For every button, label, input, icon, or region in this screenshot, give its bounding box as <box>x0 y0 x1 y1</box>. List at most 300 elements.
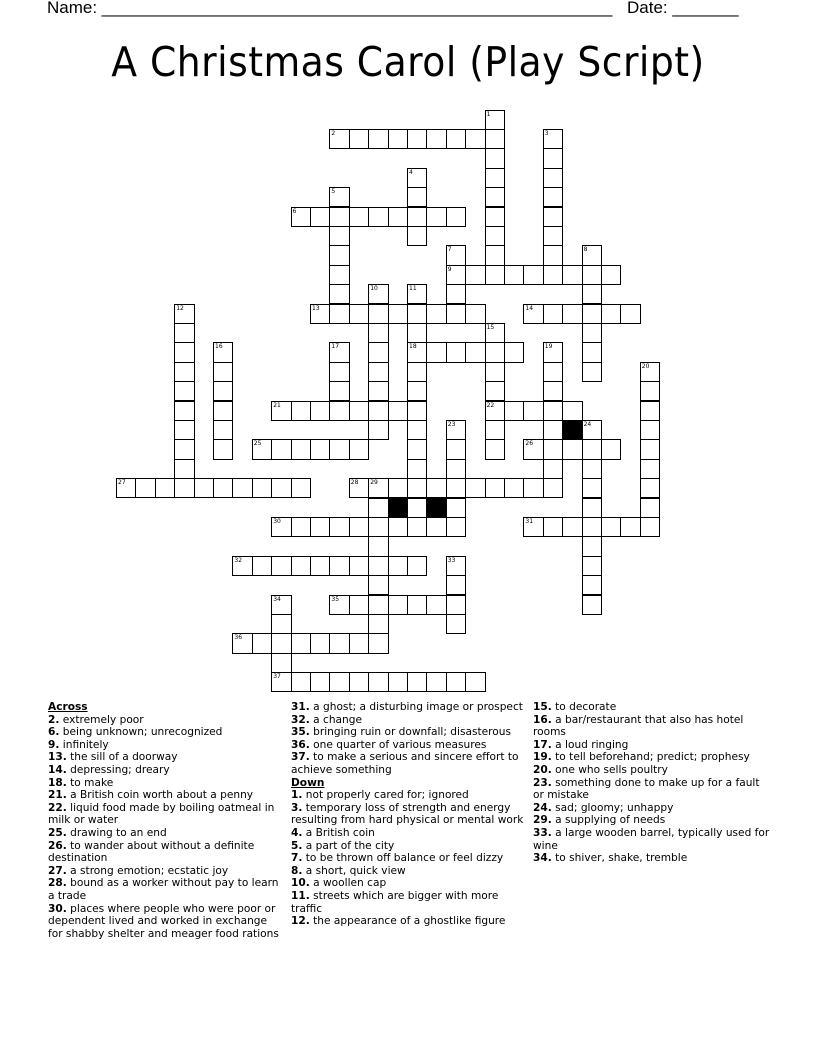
grid-cell[interactable] <box>329 187 349 207</box>
grid-cell[interactable] <box>329 556 349 576</box>
grid-cell[interactable] <box>349 595 369 615</box>
grid-cell[interactable] <box>543 187 563 207</box>
grid-cell[interactable] <box>310 401 330 421</box>
grid-cell[interactable] <box>368 478 388 498</box>
page-title: A Christmas Carol (Play Script) <box>111 38 705 86</box>
grid-cell[interactable] <box>582 245 602 265</box>
grid-cell[interactable] <box>388 595 408 615</box>
grid-cell[interactable] <box>368 284 388 304</box>
clue-number: 15 <box>486 323 495 331</box>
grid-cell[interactable] <box>329 129 349 149</box>
clue-number: 23 <box>447 420 456 428</box>
grid-cell[interactable] <box>446 556 466 576</box>
clue-number: 24 <box>583 420 592 428</box>
grid-cell[interactable] <box>465 342 485 362</box>
grid-cell[interactable] <box>543 342 563 362</box>
grid-cell[interactable] <box>465 265 485 285</box>
grid-cell[interactable] <box>368 362 388 382</box>
grid-cell[interactable] <box>349 633 369 653</box>
grid-cell[interactable] <box>271 556 291 576</box>
grid-cell[interactable] <box>368 304 388 324</box>
grid-cell[interactable] <box>271 672 291 692</box>
grid-cell[interactable] <box>446 245 466 265</box>
grid-cell[interactable] <box>485 478 505 498</box>
grid-cell[interactable] <box>407 207 427 227</box>
clue-number: 16 <box>215 343 223 351</box>
grid-cell[interactable] <box>232 556 252 576</box>
grid-cell[interactable] <box>407 187 427 207</box>
date-field-label: Date: _______ <box>627 0 739 17</box>
clue-number: 36 <box>234 634 243 642</box>
grid-cell[interactable] <box>485 207 505 227</box>
clue-number: 22 <box>486 401 495 409</box>
grid-cell[interactable] <box>116 478 136 498</box>
grid-cell[interactable] <box>368 381 388 401</box>
grid-cell[interactable] <box>329 381 349 401</box>
grid-black-cell <box>426 498 446 518</box>
grid-cell[interactable] <box>329 304 349 324</box>
clue-down-7: 7. to be thrown off balance or feel dizzy <box>291 852 504 865</box>
grid-cell[interactable] <box>582 459 602 479</box>
grid-cell[interactable] <box>640 459 660 479</box>
grid-cell[interactable] <box>562 439 582 459</box>
grid-cell[interactable] <box>407 362 427 382</box>
grid-cell[interactable] <box>407 459 427 479</box>
grid-cell[interactable] <box>543 401 563 421</box>
grid-cell[interactable] <box>271 478 291 498</box>
grid-cell[interactable] <box>582 362 602 382</box>
grid-cell[interactable] <box>543 207 563 227</box>
grid-cell[interactable] <box>446 129 466 149</box>
grid-cell[interactable] <box>407 595 427 615</box>
grid-cell[interactable] <box>543 265 563 285</box>
grid-cell[interactable] <box>446 595 466 615</box>
grid-cell[interactable] <box>582 439 602 459</box>
grid-cell[interactable] <box>407 129 427 149</box>
grid-cell[interactable] <box>485 420 505 440</box>
grid-cell[interactable] <box>368 323 388 343</box>
grid-cell[interactable] <box>252 556 272 576</box>
grid-cell[interactable] <box>562 517 582 537</box>
grid-cell[interactable] <box>349 401 369 421</box>
grid-cell[interactable] <box>368 401 388 421</box>
grid-cell[interactable] <box>446 265 466 285</box>
clue-number: 33 <box>447 556 456 564</box>
grid-cell[interactable] <box>543 459 563 479</box>
grid-cell[interactable] <box>349 672 369 692</box>
grid-cell[interactable] <box>368 517 388 537</box>
grid-cell[interactable] <box>485 226 505 246</box>
grid-cell[interactable] <box>329 207 349 227</box>
grid-cell[interactable] <box>620 517 640 537</box>
grid-cell[interactable] <box>329 672 349 692</box>
grid-cell[interactable] <box>485 381 505 401</box>
clue-across-31: 31. a ghost; a disturbing image or prospect <box>291 701 523 713</box>
grid-cell[interactable] <box>329 284 349 304</box>
grid-cell[interactable] <box>271 517 291 537</box>
grid-cell[interactable] <box>407 342 427 362</box>
clue-number: 31 <box>525 517 534 525</box>
grid-cell[interactable] <box>582 323 602 343</box>
grid-cell[interactable] <box>504 401 524 421</box>
grid-cell[interactable] <box>135 478 155 498</box>
grid-cell[interactable] <box>426 342 446 362</box>
grid-cell[interactable] <box>407 284 427 304</box>
grid-cell[interactable] <box>388 401 408 421</box>
grid-cell[interactable] <box>388 517 408 537</box>
clues-column-left <box>48 701 283 940</box>
grid-cell[interactable] <box>426 478 446 498</box>
grid-cell[interactable] <box>407 420 427 440</box>
grid-cell[interactable] <box>543 226 563 246</box>
grid-cell[interactable] <box>407 304 427 324</box>
clue-down-24: 24. sad; gloomy; unhappy <box>533 801 674 814</box>
grid-cell[interactable] <box>291 207 311 227</box>
grid-cell[interactable] <box>640 362 660 382</box>
clue-down-19: 19. to tell beforehand; predict; prophesy <box>533 751 750 764</box>
grid-cell[interactable] <box>368 129 388 149</box>
grid-cell[interactable] <box>329 401 349 421</box>
grid-cell[interactable] <box>213 478 233 498</box>
clue-down-23: 23. something done to make up for a fault or mistake <box>533 776 760 802</box>
grid-cell[interactable] <box>601 265 621 285</box>
grid-cell[interactable] <box>465 129 485 149</box>
grid-cell[interactable] <box>485 323 505 343</box>
grid-cell[interactable] <box>388 556 408 576</box>
grid-cell[interactable] <box>465 304 485 324</box>
grid-cell[interactable] <box>232 478 252 498</box>
grid-cell[interactable] <box>426 672 446 692</box>
grid-cell[interactable] <box>582 595 602 615</box>
grid-cell[interactable] <box>213 420 233 440</box>
grid-cell[interactable] <box>640 401 660 421</box>
grid-cell[interactable] <box>329 362 349 382</box>
grid-cell[interactable] <box>388 304 408 324</box>
grid-cell[interactable] <box>213 342 233 362</box>
grid-cell[interactable] <box>368 536 388 556</box>
grid-cell[interactable] <box>582 420 602 440</box>
grid-cell[interactable] <box>407 226 427 246</box>
clue-across-18: 18. to make <box>48 776 114 789</box>
grid-cell[interactable] <box>329 633 349 653</box>
grid-cell[interactable] <box>446 459 466 479</box>
grid-cell[interactable] <box>174 459 194 479</box>
grid-cell[interactable] <box>407 672 427 692</box>
clue-number: 19 <box>544 343 553 351</box>
grid-cell[interactable] <box>174 304 194 324</box>
grid-cell[interactable] <box>582 265 602 285</box>
grid-cell[interactable] <box>446 575 466 595</box>
grid-cell[interactable] <box>543 168 563 188</box>
grid-cell[interactable] <box>271 633 291 653</box>
grid-cell[interactable] <box>426 304 446 324</box>
grid-cell[interactable] <box>543 420 563 440</box>
clue-number: 6 <box>292 207 297 215</box>
grid-cell[interactable] <box>291 633 311 653</box>
grid-cell[interactable] <box>640 420 660 440</box>
grid-cell[interactable] <box>543 304 563 324</box>
grid-cell[interactable] <box>368 575 388 595</box>
grid-cell[interactable] <box>388 478 408 498</box>
grid-cell[interactable] <box>407 168 427 188</box>
grid-cell[interactable] <box>213 381 233 401</box>
grid-cell[interactable] <box>368 672 388 692</box>
grid-cell[interactable] <box>504 265 524 285</box>
grid-cell[interactable] <box>310 672 330 692</box>
grid-cell[interactable] <box>232 633 252 653</box>
grid-cell[interactable] <box>310 304 330 324</box>
grid-cell[interactable] <box>252 633 272 653</box>
grid-cell[interactable] <box>252 478 272 498</box>
grid-cell[interactable] <box>407 439 427 459</box>
clue-across-30: 30. places where people who were poor or dependent lived and worked in exchange for shabby shelter and meager food rations <box>48 902 279 940</box>
grid-cell[interactable] <box>368 207 388 227</box>
grid-cell[interactable] <box>485 168 505 188</box>
grid-cell[interactable] <box>582 517 602 537</box>
clue-down-3: 3. temporary loss of strength and energy resulting from hard physical or mental work <box>291 801 524 827</box>
grid-cell[interactable] <box>310 207 330 227</box>
grid-cell[interactable] <box>291 517 311 537</box>
clue-down-16: 16. a bar/restaurant that also has hotel rooms <box>533 713 744 739</box>
clue-number: 10 <box>370 285 378 293</box>
grid-cell[interactable] <box>368 498 388 518</box>
grid-cell[interactable] <box>543 245 563 265</box>
clue-number: 4 <box>409 168 413 176</box>
grid-cell[interactable] <box>194 478 214 498</box>
grid-cell[interactable] <box>349 207 369 227</box>
clue-down-8: 8. a short, quick view <box>291 864 406 877</box>
grid-cell[interactable] <box>485 265 505 285</box>
clue-number: 29 <box>370 479 378 487</box>
grid-cell[interactable] <box>291 439 311 459</box>
grid-cell[interactable] <box>213 362 233 382</box>
grid-cell[interactable] <box>291 556 311 576</box>
grid-cell[interactable] <box>252 439 272 459</box>
grid-cell[interactable] <box>407 381 427 401</box>
clue-across-13: 13. the sill of a doorway <box>48 751 178 764</box>
grid-cell[interactable] <box>407 323 427 343</box>
grid-cell[interactable] <box>349 517 369 537</box>
grid-cell[interactable] <box>485 362 505 382</box>
grid-cell[interactable] <box>582 575 602 595</box>
grid-cell[interactable] <box>465 672 485 692</box>
grid-cell[interactable] <box>601 517 621 537</box>
grid-cell[interactable] <box>388 207 408 227</box>
clue-number: 18 <box>409 343 417 351</box>
grid-cell[interactable] <box>582 498 602 518</box>
grid-cell[interactable] <box>485 245 505 265</box>
clue-down-5: 5. a part of the city <box>291 839 395 852</box>
grid-cell[interactable] <box>582 342 602 362</box>
clue-across-2: 2. extremely poor <box>48 713 144 726</box>
grid-cell[interactable] <box>562 304 582 324</box>
grid-cell[interactable] <box>349 439 369 459</box>
grid-cell[interactable] <box>523 304 543 324</box>
clue-down-10: 10. a woollen cap <box>291 877 387 890</box>
grid-cell[interactable] <box>174 323 194 343</box>
grid-cell[interactable] <box>620 304 640 324</box>
grid-cell[interactable] <box>174 401 194 421</box>
clue-across-25: 25. drawing to an end <box>48 826 167 839</box>
grid-cell[interactable] <box>562 265 582 285</box>
grid-cell[interactable] <box>446 517 466 537</box>
grid-cell[interactable] <box>485 129 505 149</box>
clue-number: 34 <box>273 595 281 603</box>
grid-cell[interactable] <box>543 381 563 401</box>
grid-cell[interactable] <box>174 420 194 440</box>
grid-cell[interactable] <box>523 478 543 498</box>
grid-cell[interactable] <box>407 401 427 421</box>
grid-cell[interactable] <box>368 342 388 362</box>
clue-down-4: 4. a British coin <box>291 826 375 839</box>
grid-cell[interactable] <box>640 381 660 401</box>
grid-cell[interactable] <box>543 129 563 149</box>
grid-cell[interactable] <box>155 478 175 498</box>
grid-cell[interactable] <box>271 653 291 673</box>
grid-cell[interactable] <box>640 517 660 537</box>
grid-cell[interactable] <box>407 478 427 498</box>
grid-cell[interactable] <box>640 478 660 498</box>
clue-number: 9 <box>447 265 452 273</box>
grid-cell[interactable] <box>446 207 466 227</box>
grid-cell[interactable] <box>485 110 505 130</box>
grid-cell[interactable] <box>271 401 291 421</box>
clue-down-15: 15. to decorate <box>533 701 617 713</box>
grid-cell[interactable] <box>543 148 563 168</box>
grid-cell[interactable] <box>213 401 233 421</box>
grid-cell[interactable] <box>291 672 311 692</box>
grid-cell[interactable] <box>601 439 621 459</box>
grid-cell[interactable] <box>368 614 388 634</box>
clue-down-12: 12. the appearance of a ghostlike figure <box>291 915 506 928</box>
grid-cell[interactable] <box>426 517 446 537</box>
grid-cell[interactable] <box>368 556 388 576</box>
grid-cell[interactable] <box>582 304 602 324</box>
grid-cell[interactable] <box>174 478 194 498</box>
grid-cell[interactable] <box>271 614 291 634</box>
grid-cell[interactable] <box>543 478 563 498</box>
grid-cell[interactable] <box>446 304 466 324</box>
clue-number: 20 <box>641 362 650 370</box>
grid-cell[interactable] <box>310 556 330 576</box>
grid-cell[interactable] <box>407 498 427 518</box>
grid-cell[interactable] <box>523 517 543 537</box>
clue-down-11: 11. streets which are bigger with more traffic <box>291 889 499 915</box>
grid-cell[interactable] <box>582 478 602 498</box>
clue-across-6: 6. being unknown; unrecognized <box>48 726 223 739</box>
grid-cell[interactable] <box>523 265 543 285</box>
grid-cell[interactable] <box>291 478 311 498</box>
clues-column-middle <box>291 701 528 928</box>
grid-cell[interactable] <box>485 148 505 168</box>
grid-cell[interactable] <box>368 420 388 440</box>
grid-cell[interactable] <box>368 633 388 653</box>
grid-cell[interactable] <box>446 478 466 498</box>
grid-cell[interactable] <box>407 517 427 537</box>
clue-down-29: 29. a supplying of needs <box>533 814 666 827</box>
grid-cell[interactable] <box>329 342 349 362</box>
grid-cell[interactable] <box>601 304 621 324</box>
grid-cell[interactable] <box>349 129 369 149</box>
grid-cell[interactable] <box>485 439 505 459</box>
grid-cell[interactable] <box>310 633 330 653</box>
clue-number: 21 <box>273 401 281 409</box>
grid-cell[interactable] <box>504 478 524 498</box>
grid-cell[interactable] <box>562 401 582 421</box>
clue-down-1: 1. not properly cared for; ignored <box>291 789 469 802</box>
grid-cell[interactable] <box>388 672 408 692</box>
grid-cell[interactable] <box>582 556 602 576</box>
grid-cell[interactable] <box>388 129 408 149</box>
grid-cell[interactable] <box>174 381 194 401</box>
grid-cell[interactable] <box>446 342 466 362</box>
grid-cell[interactable] <box>329 245 349 265</box>
clue-down-20: 20. one who sells poultry <box>533 763 668 776</box>
grid-cell[interactable] <box>543 362 563 382</box>
clue-number: 7 <box>447 246 452 254</box>
grid-cell[interactable] <box>640 498 660 518</box>
grid-cell[interactable] <box>446 284 466 304</box>
grid-cell[interactable] <box>329 226 349 246</box>
grid-cell[interactable] <box>174 342 194 362</box>
grid-cell[interactable] <box>349 304 369 324</box>
grid-cell[interactable] <box>582 284 602 304</box>
grid-cell[interactable] <box>174 439 194 459</box>
grid-cell[interactable] <box>485 401 505 421</box>
clue-across-28: 28. bound as a worker without pay to learn a trade <box>48 877 279 902</box>
grid-cell[interactable] <box>485 342 505 362</box>
grid-cell[interactable] <box>271 595 291 615</box>
grid-cell[interactable] <box>582 536 602 556</box>
grid-cell[interactable] <box>465 478 485 498</box>
grid-black-cell <box>562 420 582 440</box>
grid-cell[interactable] <box>523 439 543 459</box>
grid-cell[interactable] <box>329 439 349 459</box>
grid-cell[interactable] <box>368 595 388 615</box>
grid-cell[interactable] <box>426 207 446 227</box>
grid-cell[interactable] <box>446 439 466 459</box>
grid-cell[interactable] <box>310 517 330 537</box>
grid-cell[interactable] <box>504 342 524 362</box>
grid-cell[interactable] <box>543 517 563 537</box>
grid-cell[interactable] <box>426 129 446 149</box>
grid-cell[interactable] <box>174 362 194 382</box>
grid-cell[interactable] <box>349 478 369 498</box>
grid-cell[interactable] <box>310 439 330 459</box>
grid-cell[interactable] <box>446 498 466 518</box>
grid-cell[interactable] <box>446 420 466 440</box>
grid-cell[interactable] <box>640 439 660 459</box>
grid-cell[interactable] <box>271 439 291 459</box>
grid-cell[interactable] <box>329 265 349 285</box>
clue-number: 35 <box>331 595 340 603</box>
grid-cell[interactable] <box>407 556 427 576</box>
grid-cell[interactable] <box>426 595 446 615</box>
grid-cell[interactable] <box>349 556 369 576</box>
grid-cell[interactable] <box>446 614 466 634</box>
name-field-label: Name: ______________________________________________________ <box>47 0 613 17</box>
grid-cell[interactable] <box>213 439 233 459</box>
grid-cell[interactable] <box>523 401 543 421</box>
grid-cell[interactable] <box>291 401 311 421</box>
grid-cell[interactable] <box>329 595 349 615</box>
grid-cell[interactable] <box>446 672 466 692</box>
clue-number: 27 <box>118 479 126 487</box>
grid-cell[interactable] <box>543 439 563 459</box>
grid-cell[interactable] <box>329 517 349 537</box>
clue-number: 37 <box>273 673 281 681</box>
grid-cell[interactable] <box>485 187 505 207</box>
